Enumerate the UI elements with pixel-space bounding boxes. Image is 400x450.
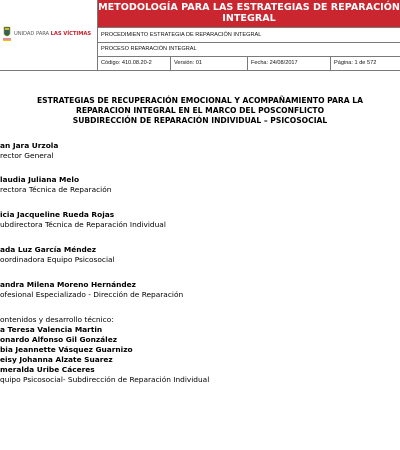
logo-prefix: UNIDAD PARA: [14, 31, 51, 37]
technical-name: meralda Uribe Cáceres: [0, 365, 95, 374]
technical-credits: [0, 315, 400, 385]
heading-line: ESTRATEGIAS DE RECUPERACIÓN EMOCIONAL Y ACOMPAÑAMIENTO PARA LA: [36, 96, 363, 105]
process-row: PROCESO REPARACIÓN INTEGRAL: [98, 42, 400, 56]
person-role: rectora Técnica de Reparación: [0, 185, 112, 194]
colombia-seal-icon: [2, 24, 12, 42]
person-name: laudia Juliana Melo: [0, 175, 80, 184]
technical-name: bia Jeannette Vásquez Guarnizo: [0, 345, 133, 354]
credit-entry: [0, 210, 400, 230]
person-name: icia Jacqueline Rueda Rojas: [0, 210, 115, 219]
person-name: ada Luz García Méndez: [0, 245, 97, 254]
technical-label: ontenidos y desarrollo técnico:: [0, 315, 114, 324]
heading-line: SUBDIRECCIÓN DE REPARACIÓN INDIVIDUAL – PSICOSOCIAL: [72, 116, 328, 125]
logo-emphasis: LAS VÍCTIMAS: [50, 31, 92, 37]
technical-role: quipo Psicosocial- Subdirección de Reparación Individual: [0, 375, 210, 384]
logo-area: [0, 0, 98, 70]
procedure-row: PROCEDIMIENTO ESTRATEGIA DE REPARACIÓN INTEGRAL: [98, 27, 400, 42]
credit-entry: [0, 245, 400, 265]
fecha-cell: Fecha: 24/08/2017: [248, 57, 331, 71]
credit-entry: [0, 175, 400, 195]
logo-wordmark: [14, 31, 91, 37]
person-name: andra Milena Moreno Hernández: [0, 280, 136, 289]
document-header: [0, 0, 400, 71]
version-cell: Versión: 01: [171, 57, 248, 71]
header-title: METODOLOGÍA PARA LAS ESTRATEGIAS DE REPARACIÓN INTEGRAL: [98, 0, 400, 27]
technical-name: onardo Alfonso Gil González: [0, 335, 118, 344]
technical-name: a Teresa Valencia Martin: [0, 325, 103, 334]
person-role: ubdirectora Técnica de Reparación Individual: [0, 220, 166, 229]
technical-name: eisy Johanna Alzate Suarez: [0, 355, 113, 364]
credit-entry: [0, 141, 400, 161]
person-role: rector General: [0, 151, 54, 160]
person-role: ofesional Especializado - Dirección de Reparación: [0, 290, 184, 299]
credits-list: [0, 141, 400, 385]
document-heading: [0, 96, 400, 126]
person-role: oordinadora Equipo Psicosocial: [0, 255, 115, 264]
heading-line: REPARACION INTEGRAL EN EL MARCO DEL POSCONFLICTO: [75, 106, 325, 115]
pagina-cell: Página: 1 de 572: [334, 60, 377, 66]
person-name: an Jara Urzola: [0, 141, 59, 150]
credit-entry: [0, 280, 400, 300]
meta-row: [98, 56, 400, 70]
codigo-cell: Código: 410.08.20-2: [98, 57, 171, 71]
